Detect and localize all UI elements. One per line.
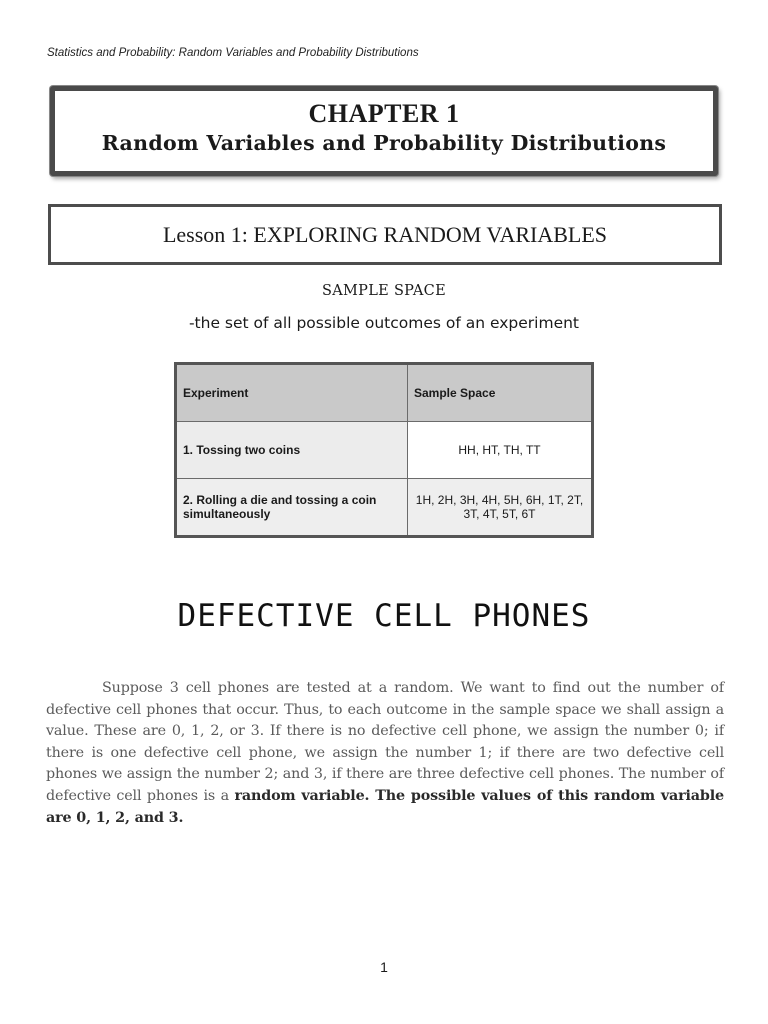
chapter-banner bbox=[50, 86, 718, 176]
lesson-title: Lesson 1: EXPLORING RANDOM VARIABLES bbox=[48, 204, 722, 265]
section-title: DEFECTIVE CELL PHONES bbox=[177, 598, 591, 634]
table-header-sample-space: Sample Space bbox=[408, 364, 593, 422]
paragraph-text: Suppose 3 cell phones are tested at a random. We want to find out the number of defective cell phones that occur. Thus, to each outcome in the sample space we shall assign a value. These are 0, 1, 2, or 3. If there is no defective cell phone, we assign the number 0; if there is one defective cell phone, we assign the number 1; if there are two defective cell phones we assign the number 2; and 3, if there are three defective cell phones. The number of defective cell phones is a bbox=[46, 680, 724, 804]
table-cell-experiment: 2. Rolling a die and tossing a coin simultaneously bbox=[176, 479, 408, 537]
bold-tail: . The possible values of this random variable are 0, 1, 2, and 3. bbox=[46, 787, 724, 826]
sample-space-heading: SAMPLE SPACE bbox=[322, 283, 446, 299]
body-paragraph bbox=[46, 678, 724, 829]
page-number: 1 bbox=[380, 959, 388, 975]
bold-term: random variable bbox=[234, 787, 365, 804]
table-header-experiment: Experiment bbox=[176, 364, 408, 422]
sample-space-definition: -the set of all possible outcomes of an experiment bbox=[188, 314, 580, 332]
table-row bbox=[176, 479, 593, 537]
sample-space-table bbox=[174, 362, 594, 538]
chapter-title: CHAPTER 1 bbox=[308, 99, 460, 128]
table-cell-experiment: 1. Tossing two coins bbox=[176, 422, 408, 479]
table-cell-sample-space: HH, HT, TH, TT bbox=[408, 422, 593, 479]
table-row bbox=[176, 422, 593, 479]
table-cell-sample-space: 1H, 2H, 3H, 4H, 5H, 6H, 1T, 2T, 3T, 4T, 5T, 6T bbox=[408, 479, 593, 537]
table-header-row bbox=[176, 364, 593, 422]
chapter-subtitle: Random Variables and Probability Distributions bbox=[101, 131, 667, 155]
running-header: Statistics and Probability: Random Variables and Probability Distributions bbox=[47, 47, 419, 59]
